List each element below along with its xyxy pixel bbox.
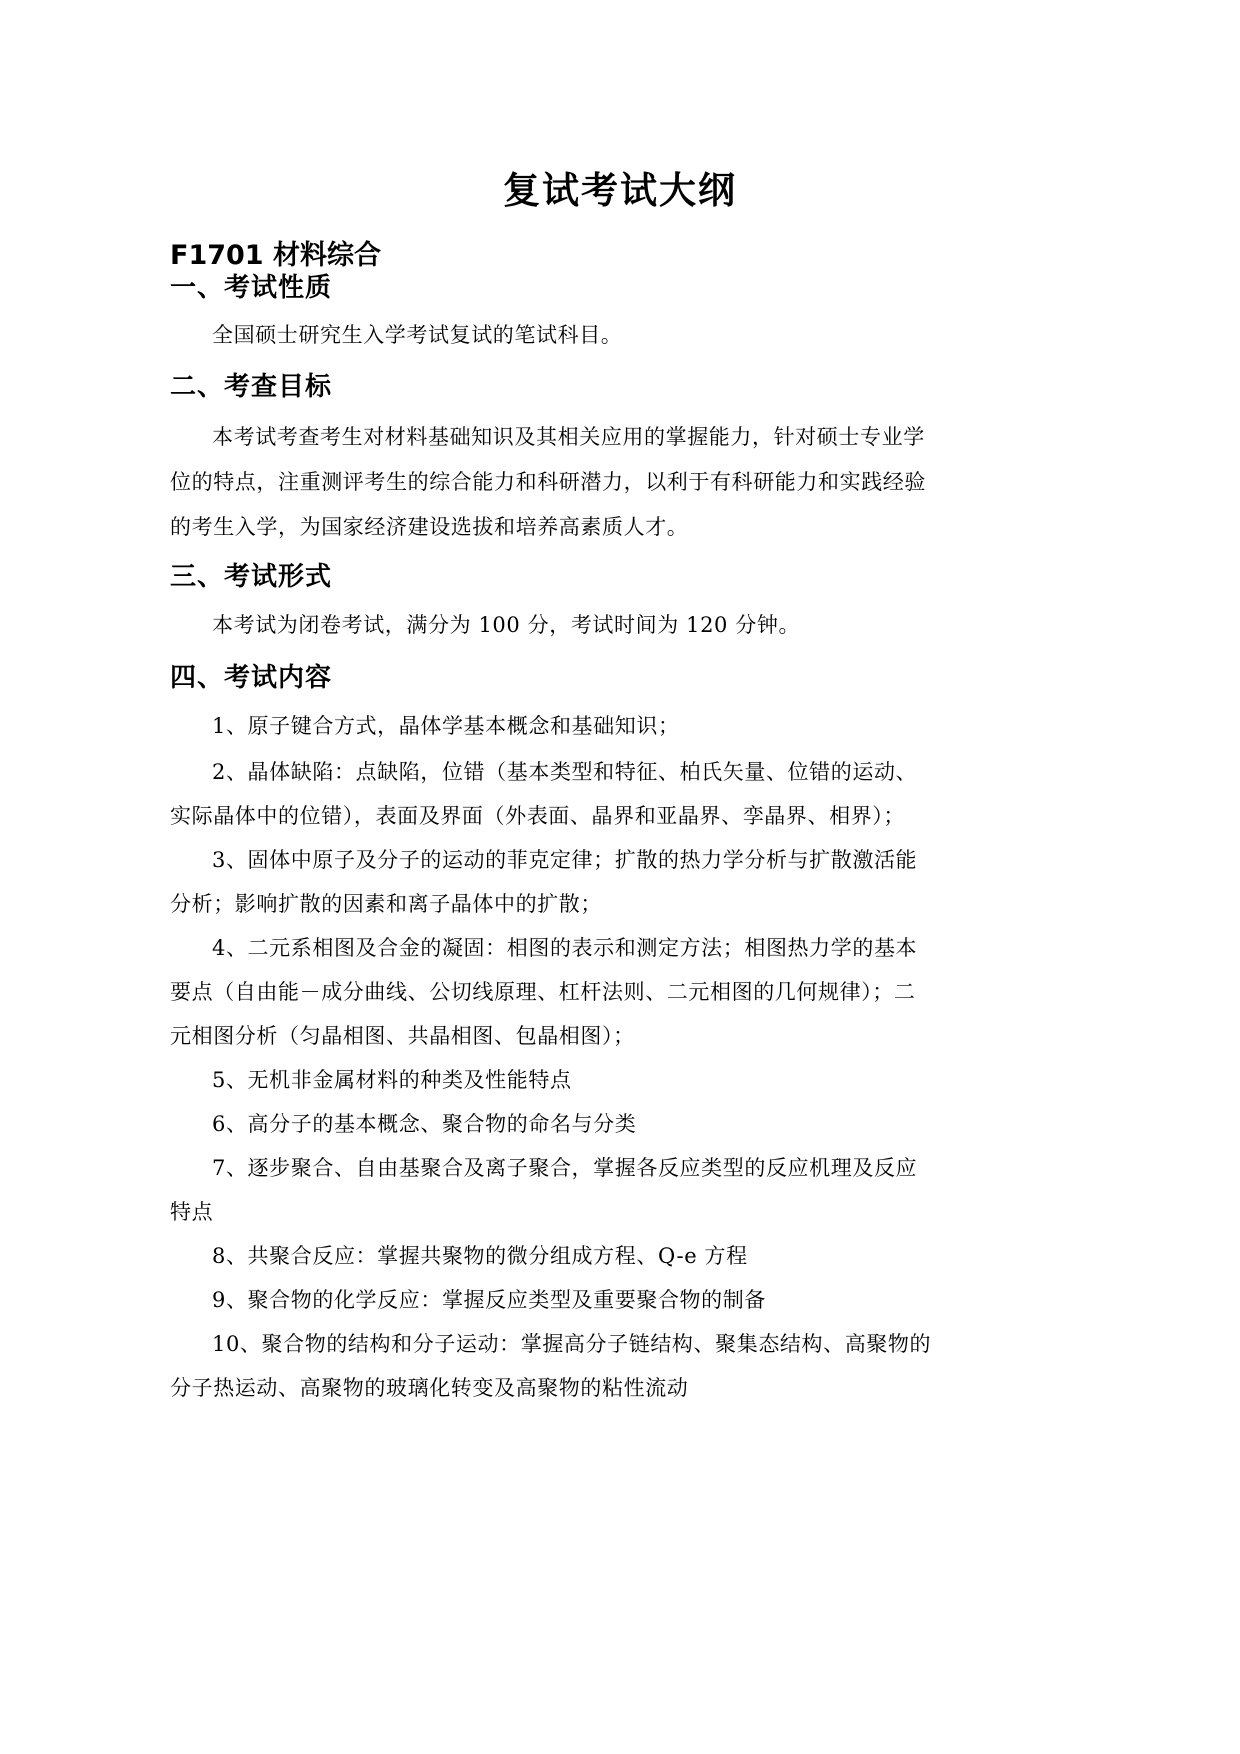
content-item-3-cont: 分析；影响扩散的因素和离子晶体中的扩散； (170, 892, 602, 916)
content-item-4: 4、二元系相图及合金的凝固：相图的表示和测定方法；相图热力学的基本 (212, 936, 918, 960)
paragraph-line: 本考试为闭卷考试，满分为 100 分，考试时间为 120 分钟。 (212, 613, 801, 637)
section-heading-format: 三、考试形式 (170, 562, 333, 592)
paragraph-line: 位的特点，注重测评考生的综合能力和科研潜力，以利于有科研能力和实践经验 (170, 470, 926, 494)
content-item-5: 5、无机非金属材料的种类及性能特点 (212, 1068, 572, 1092)
content-item-3: 3、固体中原子及分子的运动的菲克定律；扩散的热力学分析与扩散激活能 (212, 848, 918, 872)
content-item-8: 8、共聚合反应：掌握共聚物的微分组成方程、Q-e 方程 (212, 1244, 748, 1268)
paragraph-line: 本考试考查考生对材料基础知识及其相关应用的掌握能力，针对硕士专业学 (212, 425, 925, 449)
content-item-7-cont: 特点 (170, 1200, 214, 1224)
document-title: 复试考试大纲 (503, 169, 737, 212)
content-item-2: 2、晶体缺陷：点缺陷，位错（基本类型和特征、柏氏矢量、位错的运动、 (212, 760, 918, 784)
content-item-10: 10、聚合物的结构和分子运动：掌握高分子链结构、聚集态结构、高聚物的 (212, 1332, 932, 1356)
content-item-1: 1、原子键合方式，晶体学基本概念和基础知识； (212, 714, 680, 738)
content-item-10-cont: 分子热运动、高聚物的玻璃化转变及高聚物的粘性流动 (170, 1376, 689, 1400)
content-item-4-cont: 元相图分析（匀晶相图、共晶相图、包晶相图）； (170, 1024, 635, 1048)
content-item-2-cont: 实际晶体中的位错），表面及界面（外表面、晶界和亚晶界、孪晶界、相界）； (170, 804, 905, 828)
section-heading-nature: 一、考试性质 (170, 273, 333, 303)
paragraph-line: 的考生入学，为国家经济建设选拔和培养高素质人才。 (170, 515, 689, 539)
content-item-7: 7、逐步聚合、自由基聚合及离子聚合，掌握各反应类型的反应机理及反应 (212, 1156, 918, 1180)
subject-code-title: F1701 材料综合 (170, 240, 381, 271)
section-heading-objectives: 二、考查目标 (170, 372, 333, 402)
content-item-4-cont: 要点（自由能－成分曲线、公切线原理、杠杆法则、二元相图的几何规律）；二 (170, 980, 916, 1004)
section-heading-content: 四、考试内容 (170, 663, 333, 693)
content-item-9: 9、聚合物的化学反应：掌握反应类型及重要聚合物的制备 (212, 1288, 766, 1312)
content-item-6: 6、高分子的基本概念、聚合物的命名与分类 (212, 1112, 637, 1136)
paragraph-line: 全国硕士研究生入学考试复试的笔试科目。 (212, 323, 623, 347)
